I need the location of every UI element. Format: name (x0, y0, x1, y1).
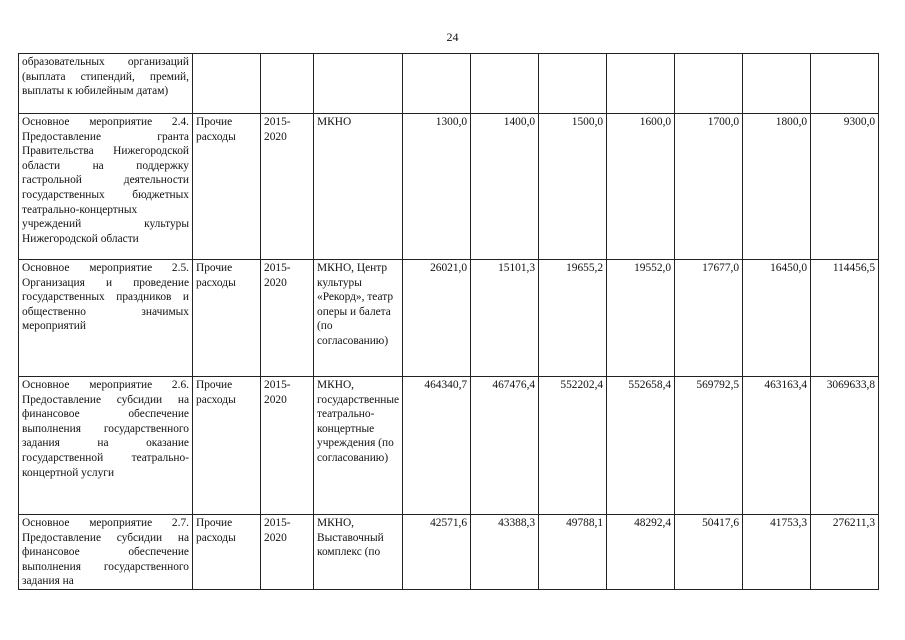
year-value-cell: 552202,4 (539, 377, 607, 515)
year-value-cell: 1800,0 (743, 114, 811, 260)
table-row (19, 515, 879, 590)
executor-cell: МКНО (314, 114, 403, 260)
year-value-cell (539, 54, 607, 114)
year-value-cell: 16450,0 (743, 260, 811, 377)
year-value-cell: 1600,0 (607, 114, 675, 260)
table-row (19, 377, 879, 515)
expense-type-cell: Прочие расходы (193, 515, 261, 590)
executor-cell (314, 54, 403, 114)
year-value-cell: 42571,6 (403, 515, 471, 590)
executor-cell: МКНО, Центр культуры «Рекорд», театр оперы и балета (по согласованию) (314, 260, 403, 377)
activity-cell: Основное мероприятие 2.6. Предоставление субсидии на финансовое обеспечение выполнения государственного задания на оказание государственной театрально-концертной услуги (19, 377, 193, 515)
total-value-cell (811, 54, 879, 114)
expense-type-cell: Прочие расходы (193, 377, 261, 515)
year-value-cell (675, 54, 743, 114)
year-value-cell: 1300,0 (403, 114, 471, 260)
period-cell: 2015-2020 (261, 377, 314, 515)
year-value-cell (607, 54, 675, 114)
year-value-cell: 467476,4 (471, 377, 539, 515)
period-cell: 2015-2020 (261, 260, 314, 377)
table-row (19, 54, 879, 114)
expense-type-cell: Прочие расходы (193, 260, 261, 377)
table-row (19, 114, 879, 260)
total-value-cell: 276211,3 (811, 515, 879, 590)
activity-cell: Основное мероприятие 2.5. Организация и проведение государственных праздников и общественно значимых мероприятий (19, 260, 193, 377)
period-cell: 2015-2020 (261, 515, 314, 590)
year-value-cell: 464340,7 (403, 377, 471, 515)
year-value-cell (471, 54, 539, 114)
activity-cell: Основное мероприятие 2.4. Предоставление гранта Правительства Нижегородской области на поддержку гастрольной деятельности государственных бюджетных театрально-концертных учреждений культуры Нижегородской области (19, 114, 193, 260)
year-value-cell (403, 54, 471, 114)
activity-cell: Основное мероприятие 2.7. Предоставление субсидии на финансовое обеспечение выполнения государственного задания на (19, 515, 193, 590)
page-number: 24 (446, 30, 459, 44)
period-cell (261, 54, 314, 114)
expense-type-cell: Прочие расходы (193, 114, 261, 260)
year-value-cell: 1700,0 (675, 114, 743, 260)
period-cell: 2015-2020 (261, 114, 314, 260)
year-value-cell: 15101,3 (471, 260, 539, 377)
year-value-cell: 17677,0 (675, 260, 743, 377)
year-value-cell: 19655,2 (539, 260, 607, 377)
year-value-cell: 49788,1 (539, 515, 607, 590)
total-value-cell: 3069633,8 (811, 377, 879, 515)
year-value-cell: 50417,6 (675, 515, 743, 590)
total-value-cell: 114456,5 (811, 260, 879, 377)
budget-table (18, 53, 879, 590)
total-value-cell: 9300,0 (811, 114, 879, 260)
year-value-cell: 48292,4 (607, 515, 675, 590)
year-value-cell: 552658,4 (607, 377, 675, 515)
year-value-cell (743, 54, 811, 114)
year-value-cell: 26021,0 (403, 260, 471, 377)
year-value-cell: 1400,0 (471, 114, 539, 260)
table-row (19, 260, 879, 377)
year-value-cell: 43388,3 (471, 515, 539, 590)
executor-cell: МКНО, государственные театрально-концертные учреждения (по согласованию) (314, 377, 403, 515)
activity-cell: образовательных организаций (выплата стипендий, премий, выплаты к юбилейным датам) (19, 54, 193, 114)
year-value-cell: 463163,4 (743, 377, 811, 515)
year-value-cell: 41753,3 (743, 515, 811, 590)
year-value-cell: 569792,5 (675, 377, 743, 515)
expense-type-cell (193, 54, 261, 114)
year-value-cell: 1500,0 (539, 114, 607, 260)
executor-cell: МКНО, Выставочный комплекс (по (314, 515, 403, 590)
year-value-cell: 19552,0 (607, 260, 675, 377)
